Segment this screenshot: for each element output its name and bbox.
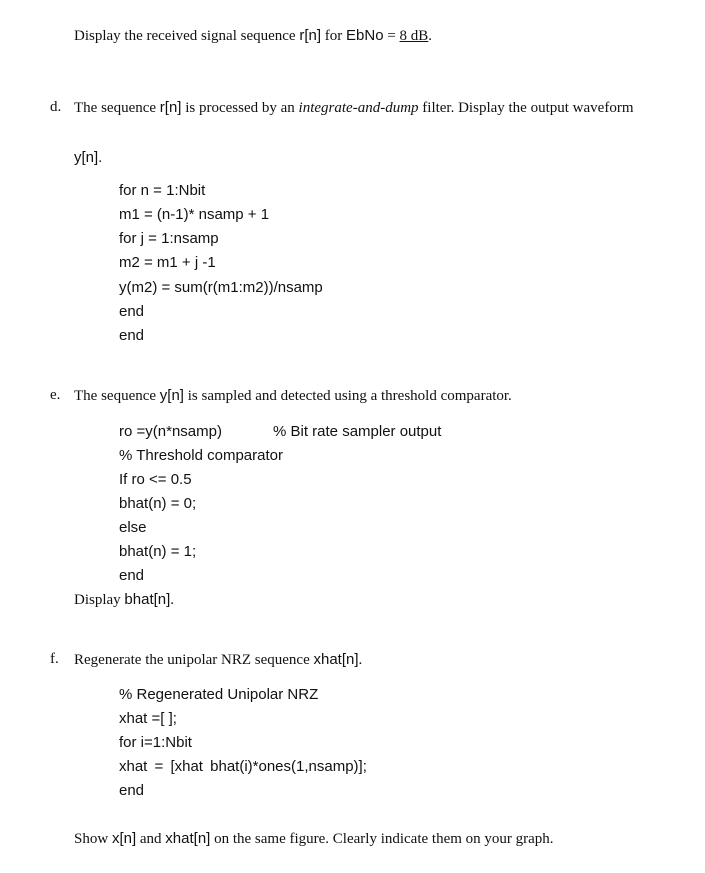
xhat-sequence: xhat[n]	[165, 830, 211, 847]
code-line: xhat = [xhat bhat(i)*ones(1,nsamp)];	[119, 758, 367, 775]
code-line: end	[119, 303, 145, 320]
section-f-text	[74, 651, 362, 669]
code-line: else	[119, 519, 147, 536]
intro-text: =	[383, 28, 400, 44]
ebno-label: EbNo	[346, 27, 384, 44]
code-line: for i=1:Nbit	[119, 734, 192, 751]
code-line: % Regenerated Unipolar NRZ	[119, 686, 319, 703]
section-text: filter. Display the output waveform	[418, 100, 634, 116]
filter-name: integrate-and-dump	[298, 100, 419, 116]
intro-line	[74, 27, 432, 45]
code-line: for n = 1:Nbit	[119, 182, 206, 199]
intro-period: .	[428, 28, 433, 44]
y-sequence: y[n]	[159, 387, 184, 404]
section-text: Show	[74, 831, 112, 847]
section-text: and	[136, 831, 166, 847]
bhat-sequence: bhat[n]	[124, 591, 171, 608]
section-e-text	[74, 387, 512, 405]
item-marker-e: e.	[50, 387, 61, 403]
section-text: Display	[74, 592, 125, 608]
code-line: end	[119, 327, 145, 344]
item-marker-d: d.	[50, 99, 62, 115]
code-line: for j = 1:nsamp	[119, 230, 219, 247]
section-d-continuation: y[n].	[74, 149, 103, 166]
r-sequence: r[n]	[159, 99, 182, 116]
section-period: .	[170, 592, 175, 608]
ebno-value: 8 dB	[399, 28, 429, 44]
code-line: y(m2) = sum(r(m1:m2))/nsamp	[119, 279, 323, 296]
code-line: % Threshold comparator	[119, 447, 283, 464]
code-comment: % Bit rate sampler output	[273, 423, 442, 440]
code-line: end	[119, 567, 145, 584]
final-instruction	[74, 830, 554, 848]
section-text: on the same figure. Clearly indicate them on your graph.	[210, 831, 554, 847]
code-line: m2 = m1 + j -1	[119, 254, 216, 271]
section-text: Regenerate the unipolar NRZ sequence	[74, 652, 314, 668]
section-text: is sampled and detected using a threshold comparator.	[183, 388, 512, 404]
xhat-sequence: xhat[n]	[313, 651, 359, 668]
intro-text: for	[321, 28, 347, 44]
r-sequence: r[n]	[299, 27, 322, 44]
code-line: If ro <= 0.5	[119, 471, 192, 488]
code-line: xhat =[ ];	[119, 710, 177, 727]
code-line: bhat(n) = 0;	[119, 495, 197, 512]
code-line: bhat(n) = 1;	[119, 543, 197, 560]
item-marker-f: f.	[50, 651, 59, 667]
section-text: The sequence	[74, 388, 160, 404]
code-line: ro =y(n*nsamp)	[119, 423, 222, 440]
section-text: The sequence	[74, 100, 160, 116]
section-period: .	[358, 652, 363, 668]
code-line: end	[119, 782, 145, 799]
section-text: is processed by an	[181, 100, 299, 116]
display-bhat-line	[74, 591, 174, 609]
code-line: m1 = (n-1)* nsamp + 1	[119, 206, 270, 223]
section-d-text	[74, 99, 633, 117]
x-sequence: x[n]	[111, 830, 137, 847]
intro-text: Display the received signal sequence	[74, 28, 300, 44]
